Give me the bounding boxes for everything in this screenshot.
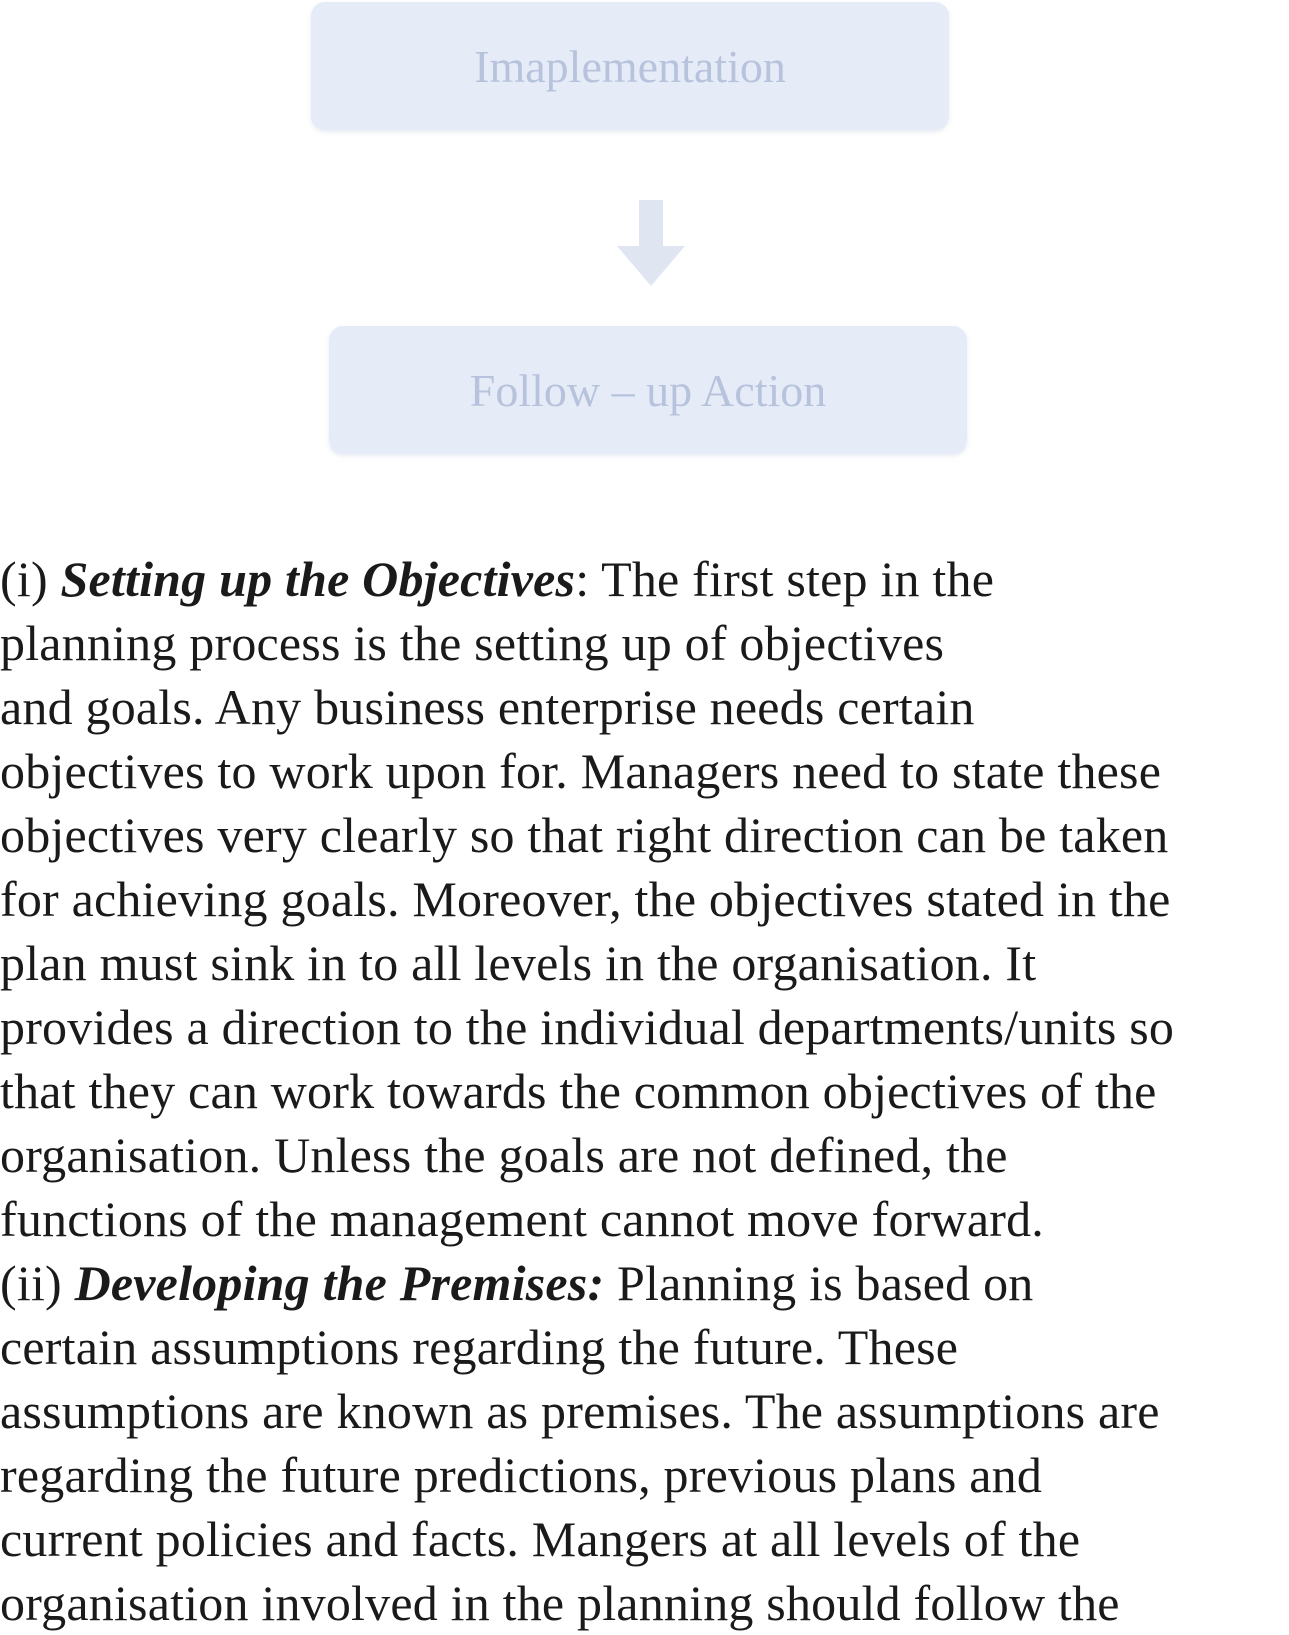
section-i-colon: :	[575, 551, 602, 607]
section-i-term: Setting up the Objectives	[60, 551, 576, 607]
text-line: objectives very clearly so that right direction can be taken	[0, 807, 1169, 863]
section-ii-first-line	[0, 1251, 1289, 1315]
section-ii-term: Developing the Premises:	[74, 1255, 605, 1311]
section-i-number: (i)	[0, 551, 61, 607]
text-line: plan must sink in to all levels in the organisation. It	[0, 935, 1037, 991]
section-i-first-line-rest: The first step in the	[601, 551, 995, 607]
flowchart-box-implementation	[311, 2, 949, 130]
text-line: certain assumptions regarding the future. These	[0, 1319, 959, 1375]
flowchart-box-follow-up	[329, 326, 967, 454]
body-text	[0, 547, 1289, 1635]
flowchart-box-follow-up-label: Follow – up Action	[469, 364, 827, 416]
section-ii-first-line-rest: Planning is based on	[604, 1255, 1034, 1311]
text-line: provides a direction to the individual departments/units so	[0, 999, 1175, 1055]
flowchart-box-implementation-label: Imaplementation	[474, 40, 786, 92]
text-line: and goals. Any business enterprise needs certain	[0, 679, 975, 735]
text-line: that they can work towards the common objectives of the	[0, 1063, 1157, 1119]
down-arrow-icon	[611, 200, 691, 290]
text-line: functions of the management cannot move forward.	[0, 1191, 1044, 1247]
text-line: assumptions are known as premises. The assumptions are	[0, 1383, 1160, 1439]
text-line: planning process is the setting up of objectives	[0, 615, 945, 671]
section-ii-number: (ii)	[0, 1255, 75, 1311]
text-line: current policies and facts. Mangers at all levels of the	[0, 1511, 1081, 1567]
text-line: organisation. Unless the goals are not defined, the	[0, 1127, 1008, 1183]
text-line: organisation involved in the planning should follow the	[0, 1575, 1120, 1631]
section-i-first-line	[0, 547, 1289, 611]
text-line: regarding the future predictions, previous plans and	[0, 1447, 1043, 1503]
text-line: for achieving goals. Moreover, the objectives stated in the	[0, 871, 1171, 927]
text-line: objectives to work upon for. Managers need to state these	[0, 743, 1162, 799]
